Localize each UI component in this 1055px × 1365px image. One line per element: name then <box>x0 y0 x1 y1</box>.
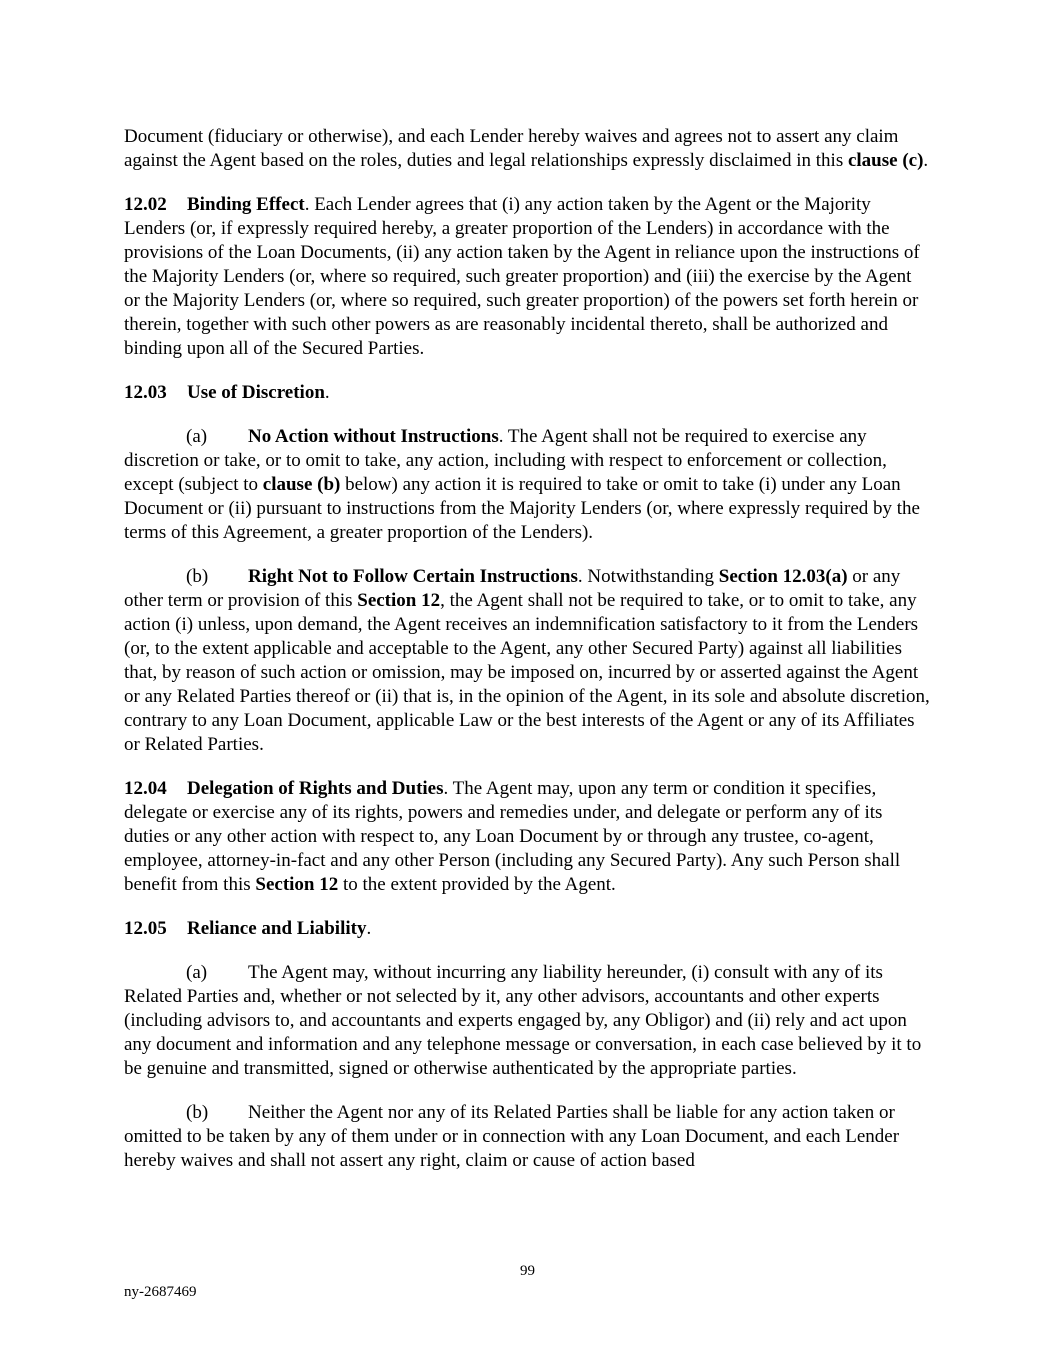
section-reference: Section 12.03(a) <box>718 566 848 587</box>
clause-label: (b) <box>186 1102 209 1123</box>
continuation-paragraph: Document (fiduciary or otherwise), and each Lender hereby waives and agrees not to assert any claim against the Agent based on the roles, duties and legal relationships expressly disclaimed in this clause (c). <box>124 126 929 171</box>
document-id: ny-2687469 <box>124 1284 197 1300</box>
clause-title: No Action without Instructions <box>248 426 499 447</box>
clause-title: Right Not to Follow Certain Instructions <box>248 566 578 587</box>
section-12-04: 12.04 Delegation of Rights and Duties. The Agent may, upon any term or condition it specifies, delegate or exercise any of its rights, powers and remedies under, and delegate or perform any of its duties or any other action with respect to, any Loan Document by or through any trustee, co-agent, employee, attorney-in-fact and any other Person (including any Secured Party). Any such Person shall benefit from this Section 12 to the extent provided by the Agent. <box>124 778 901 895</box>
section-body: Each Lender agrees that (i) any action taken by the Agent or the Majority Lenders (or, if expressly required hereby, a greater proportion of the Lenders) in accordance with the provisions of the Loan Documents, (ii) any action taken by the Agent in reliance upon the instructions of the Majority Lenders (or, where so required, such greater proportion) and (iii) the exercise by the Agent or the Majority Lenders (or, where so required, such greater proportion) of the powers set forth herein or therein, together with such other powers as are reasonably incidental thereto, shall be authorized and binding upon all of the Secured Parties. <box>124 194 920 359</box>
section-title: Use of Discretion <box>187 382 325 403</box>
clause-b-reference: clause (b) <box>262 474 341 495</box>
section-12-05-b: (b) Neither the Agent nor any of its Related Parties shall be liable for any action taken or omitted to be taken by any of them under or in connection with any Loan Document, and each Lender hereby waives and shall not assert any right, claim or cause of action based <box>124 1102 900 1171</box>
section-reference: Section 12 <box>255 874 339 895</box>
clause-label: (b) <box>186 566 209 587</box>
section-12-03-a: (a) No Action without Instructions. The Agent shall not be required to exercise any discretion or take, or to omit to take, any action, including with respect to enforcement or collection, except (subject to clause (b) below) any action it is required to take or omit to take (i) under any Loan Document or (ii) pursuant to instructions from the Majority Lenders (or, where expressly required by the terms of this Agreement, a greater proportion of the Lenders). <box>124 426 920 543</box>
section-reference: Section 12 <box>357 590 441 611</box>
section-title: Reliance and Liability <box>187 918 367 939</box>
section-12-05-heading: 12.05 Reliance and Liability. <box>124 918 372 939</box>
clause-c-reference: clause (c) <box>847 150 924 171</box>
section-12-03-b: (b) Right Not to Follow Certain Instructions. Notwithstanding Section 12.03(a) or any other term or provision of this Section 12, the Agent shall not be required to take, or to omit to take, any action (i) unless, upon demand, the Agent receives an indemnification satisfactory to it from the Lenders (or, to the extent applicable and acceptable to the Agent, any other Secured Party) against all liabilities that, by reason of such action or omission, may be imposed on, incurred by or asserted against the Agent or any Related Parties thereof or (ii) that is, in the opinion of the Agent, in its sole and absolute discretion, contrary to any Loan Document, applicable Law or the best interests of the Agent or any of its Affiliates or Related Parties. <box>124 566 930 755</box>
clause-label: (a) <box>186 426 208 447</box>
section-12-02: 12.02 Binding Effect. Each Lender agrees that (i) any action taken by the Agent or the Majority Lenders (or, if expressly required hereby, a greater proportion of the Lenders) in accordance with the provisions of the Loan Documents, (ii) any action taken by the Agent in reliance upon the instructions of the Majority Lenders (or, where so required, such greater proportion) and (iii) the exercise by the Agent or the Majority Lenders (or, where so required, such greater proportion) of the powers set forth herein or therein, together with such other powers as are reasonably incidental thereto, shall be authorized and binding upon all of the Secured Parties. <box>124 194 920 359</box>
clause-label: (a) <box>186 962 208 983</box>
section-number: 12.04 <box>124 778 167 799</box>
document-page <box>124 125 932 1193</box>
section-title: Binding Effect <box>187 194 305 215</box>
section-number: 12.02 <box>124 194 167 215</box>
section-number: 12.05 <box>124 918 167 939</box>
section-title: Delegation of Rights and Duties <box>187 778 444 799</box>
section-12-05-a: (a) The Agent may, without incurring any liability hereunder, (i) consult with any of its Related Parties and, whether or not selected by it, any other advisors, accountants and other experts (including advisors to, and accountants and experts engaged by, any Obligor) and (ii) rely and act upon any document and information and any telephone message or conversation, in each case believed by it to be genuine and transmitted, signed or otherwise authenticated by the appropriate parties. <box>124 962 922 1079</box>
section-number: 12.03 <box>124 382 167 403</box>
section-12-03-heading: 12.03 Use of Discretion. <box>124 382 330 403</box>
page-number: 99 <box>520 1263 535 1279</box>
